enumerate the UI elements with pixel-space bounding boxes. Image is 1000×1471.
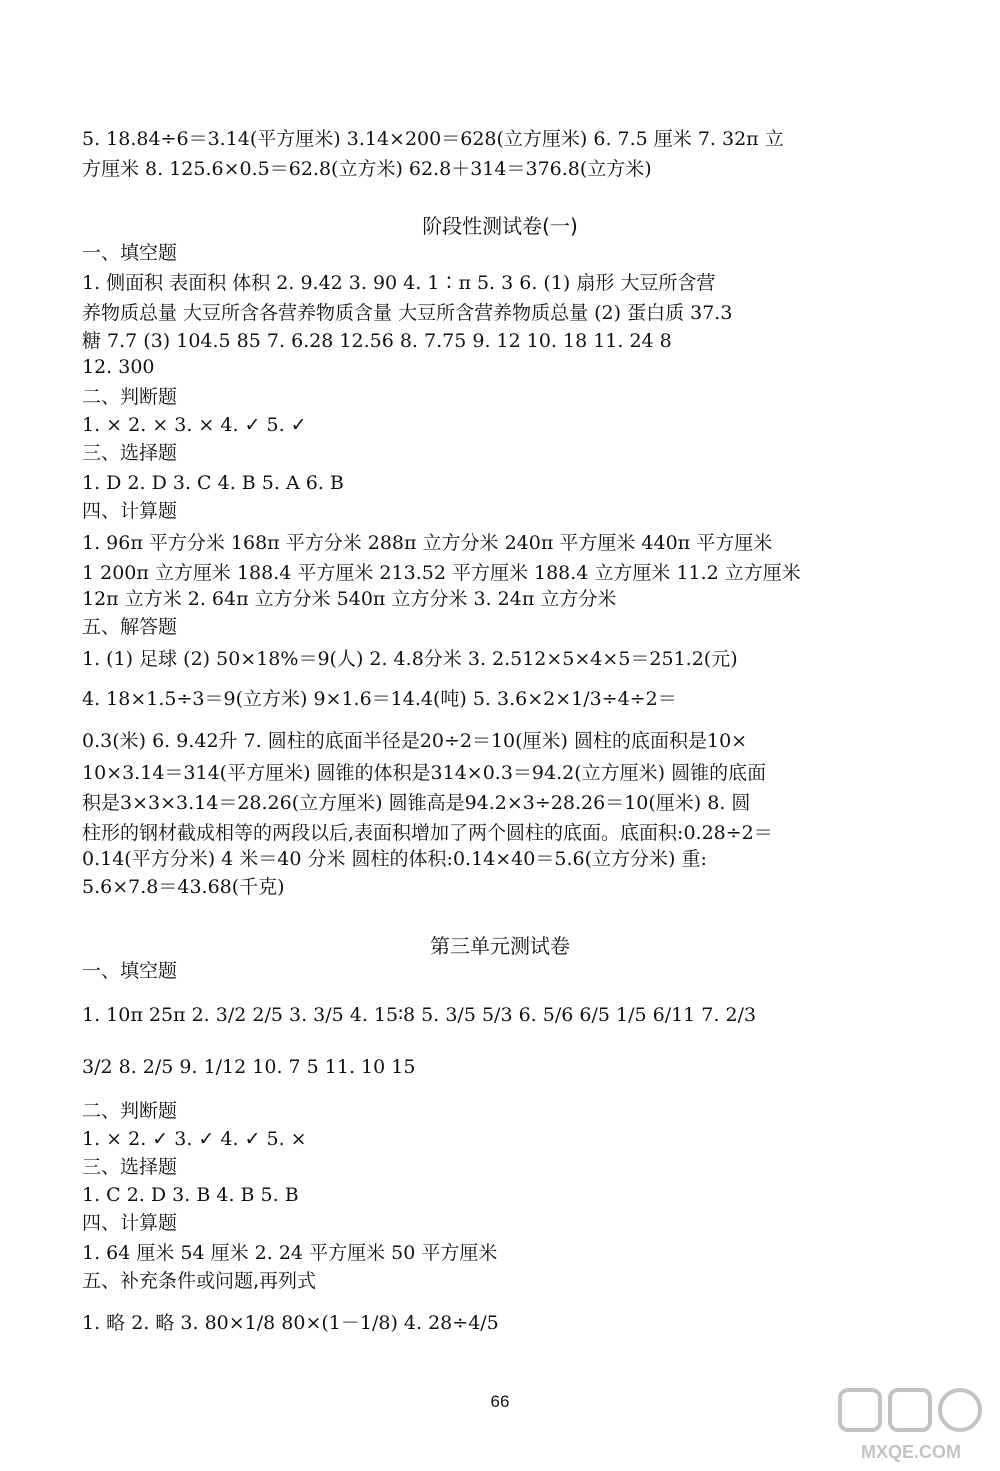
heading-fill-blank: 一、填空题 [82, 242, 178, 264]
section-title-unit-3-test: 第三单元测试卷 [430, 934, 570, 958]
watermark-text: MXQE.COM [860, 1442, 962, 1462]
supplement-line: 1. 略 2. 略 3. 80×1/8 80×(1－1/8) 4. 28÷4/5 [82, 1312, 499, 1334]
heading-fill-blank: 一、填空题 [82, 960, 178, 982]
solve-line: 柱形的钢材截成相等的两段以后,表面积增加了两个圆柱的底面。底面积:0.28÷2＝ [82, 822, 773, 844]
fill-line: 养物质总量 大豆所含各营养物质含量 大豆所含营养物质总量 (2) 蛋白质 37.3 [82, 302, 733, 324]
heading-choice: 三、选择题 [82, 1156, 178, 1178]
judge-line: 1. × 2. ✓ 3. ✓ 4. ✓ 5. × [82, 1128, 307, 1150]
heading-judge: 二、判断题 [82, 1100, 178, 1122]
heading-supplement: 五、补充条件或问题,再列式 [82, 1270, 317, 1292]
heading-choice: 三、选择题 [82, 442, 178, 464]
solve-line: 1. (1) 足球 (2) 50×18%＝9(人) 2. 4.8分米 3. 2.512×5×4×5＝251.2(元) [82, 648, 738, 670]
watermark-logo [836, 1386, 986, 1466]
fill-line: 糖 7.7 (3) 104.5 85 7. 6.28 12.56 8. 7.75 9. 12 10. 18 11. 24 8 [82, 330, 672, 352]
solve-line: 4. 18×1.5÷3＝9(立方米) 9×1.6＝14.4(吨) 5. 3.6×2×1/3÷4÷2＝ [82, 688, 677, 710]
solve-line: 10×3.14＝314(平方厘米) 圆锥的体积是314×0.3＝94.2(立方厘米) 圆锥的底面 [82, 762, 767, 784]
answer-line-top-1: 5. 18.84÷6＝3.14(平方厘米) 3.14×200＝628(立方厘米) 6. 7.5 厘米 7. 32π 立 [82, 128, 784, 150]
fill-line: 1. 10π 25π 2. 3/2 2/5 3. 3/5 4. 15∶8 5. 3/5 5/3 6. 5/6 6/5 1/5 6/11 7. 2/3 [82, 1004, 757, 1026]
solve-line: 5.6×7.8＝43.68(千克) [82, 876, 285, 898]
choice-line: 1. D 2. D 3. C 4. B 5. A 6. B [82, 472, 344, 494]
heading-calc: 四、计算题 [82, 500, 178, 522]
judge-line: 1. × 2. × 3. × 4. ✓ 5. ✓ [82, 414, 307, 436]
fill-line: 3/2 8. 2/5 9. 1/12 10. 7 5 11. 10 15 [82, 1056, 416, 1078]
heading-calc: 四、计算题 [82, 1212, 178, 1234]
calc-line: 1. 64 厘米 54 厘米 2. 24 平方厘米 50 平方厘米 [82, 1242, 498, 1264]
fill-line: 12. 300 [82, 356, 155, 378]
calc-line: 12π 立方米 2. 64π 立方分米 540π 立方分米 3. 24π 立方分米 [82, 588, 617, 610]
solve-line: 0.3(米) 6. 9.42升 7. 圆柱的底面半径是20÷2＝10(厘米) 圆柱的底面积是10× [82, 730, 748, 752]
calc-line: 1 200π 立方厘米 188.4 平方厘米 213.52 平方厘米 188.4 立方厘米 11.2 立方厘米 [82, 562, 801, 584]
heading-solve: 五、解答题 [82, 616, 178, 638]
choice-line: 1. C 2. D 3. B 4. B 5. B [82, 1184, 299, 1206]
heading-judge: 二、判断题 [82, 386, 178, 408]
solve-line: 0.14(平方分米) 4 米＝40 分米 圆柱的体积:0.14×40＝5.6(立方分米) 重: [82, 848, 707, 870]
calc-line: 1. 96π 平方分米 168π 平方分米 288π 立方分米 240π 平方厘米 440π 平方厘米 [82, 532, 773, 554]
answer-line-top-2: 方厘米 8. 125.6×0.5＝62.8(立方米) 62.8＋314＝376.8(立方米) [82, 158, 652, 180]
fill-line: 1. 侧面积 表面积 体积 2. 9.42 3. 90 4. 1∶π 5. 3 6. (1) 扇形 大豆所含营 [82, 272, 716, 294]
page-number: 66 [490, 1392, 510, 1411]
section-title-stage-test-1: 阶段性测试卷(一) [422, 214, 578, 238]
solve-line: 积是3×3×3.14＝28.26(立方厘米) 圆锥高是94.2×3÷28.26＝10(厘米) 8. 圆 [82, 792, 751, 814]
